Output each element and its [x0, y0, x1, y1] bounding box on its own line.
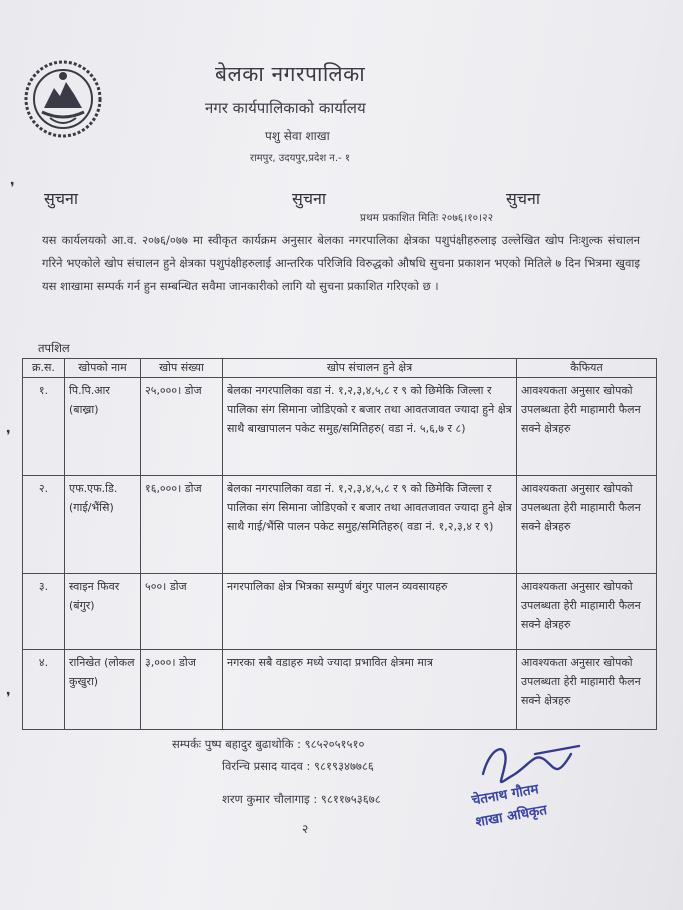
punch-mark: ❜: [6, 428, 11, 444]
cell-vaccine: पि.पि.आर (बाख्रा): [65, 378, 141, 476]
cell-remarks: आवश्यकता अनुसार खोपको उपलब्धता हेरी माहामारी फैलन सक्ने क्षेत्रहरु: [517, 476, 657, 574]
cell-quantity: २५,०००। डोज: [141, 378, 223, 476]
table-header-row: [23, 359, 657, 378]
cell-quantity: १६,०००। डोज: [141, 476, 223, 574]
cell-remarks: आवश्यकता अनुसार खोपको उपलब्धता हेरी माहामारी फैलन सक्ने क्षेत्रहरु: [517, 378, 657, 476]
notice-heading-left: सुचना: [44, 189, 79, 208]
cell-serial: ३.: [23, 574, 65, 650]
stamp-title: शाखा अधिकृत: [474, 802, 549, 831]
notice-heading-right: सुचना: [506, 189, 541, 208]
office-name: नगर कार्यपालिकाको कार्यालय: [205, 99, 366, 117]
schedule-label: तपशिल: [38, 341, 70, 355]
published-date: प्रथम प्रकाशित मितिः २०७६।१०।२२: [360, 212, 494, 224]
vaccine-table: [22, 358, 657, 730]
contact-1: सम्पर्कः पुष्प बहादुर बुढाथोकि : ९८५२०५१५१०: [172, 737, 365, 751]
notice-heading-center: सुचना: [292, 189, 327, 208]
cell-vaccine: स्वाइन फिवर (बंगुर): [65, 574, 141, 650]
branch-name: पशु सेवा शाखा: [265, 129, 330, 143]
cell-area: बेलका नगरपालिका वडा नं. १,२,३,४,५,८ र ९ को छिमेकि जिल्ला र पालिका संग सिमाना जोडिएको र बजार तथा आवतजावत ज्यादा हुने क्षेत्र साथै बाखापालन पकेट समुह/समितिहरु( वडा नं. ५,६,७ र ८): [223, 378, 517, 476]
cell-vaccine: एफ.एफ.डि. (गाई/भैंसि): [65, 476, 141, 574]
header-quantity: खोप संख्या: [141, 359, 223, 378]
cell-area: बेलका नगरपालिका वडा नं. १,२,३,४,५,८ र ९ को छिमेकि जिल्ला र पालिका संग सिमाना जोडिएको र बजार तथा आवतजावत ज्यादा हुने क्षेत्र साथै गाई/भैंसि पालन पकेट समुह/समितिहरु( वडा नं. १,२,३,४ र ९): [223, 476, 517, 574]
punch-mark: ❜: [6, 690, 11, 706]
table-row: [23, 378, 657, 476]
page-number: २: [302, 822, 309, 836]
punch-mark: ❜: [10, 180, 15, 196]
cell-remarks: आवश्यकता अनुसार खोपको उपलब्धता हेरी माहामारी फैलन सक्ने क्षेत्रहरु: [517, 650, 657, 730]
table-row: [23, 476, 657, 574]
table-row: [23, 650, 657, 730]
stamp-name: चेतनाथ गौतम: [470, 781, 540, 809]
cell-remarks: आवश्यकता अनुसार खोपको उपलब्धता हेरी माहामारी फैलन सक्ने क्षेत्रहरु: [517, 574, 657, 650]
header-vaccine: खोपको नाम: [65, 359, 141, 378]
contact-2: विरन्चि प्रसाद यादव : ९८१९३४७७८६: [222, 759, 374, 773]
cell-area: नगरपालिका क्षेत्र भित्रका सम्पुर्ण बंगुर पालन व्यवसायहरु: [223, 574, 517, 650]
municipality-title: बेलका नगरपालिका: [215, 62, 366, 86]
notice-body: यस कार्यलयको आ.व. २०७६/०७७ मा स्वीकृत कार्यक्रम अनुसार बेलका नगरपालिका क्षेत्रका पशुपंक्षीहरुलाइ उल्लेखित खोप निःशुल्क संचालन गरिने भएकोले खोप संचालन हुने क्षेत्रका पशुपंक्षीहरुलाई आन्तरिक परिजिवि विरुद्धको औषधि सुचना प्रकाशन भएको मितिले ७ दिन भित्रमा खुवाइ यस शाखामा सम्पर्क गर्न हुन सम्बन्धित सवैमा जानकारीको लागि यो सुचना प्रकाशित गरिएको छ ।: [42, 233, 640, 293]
contact-3: शरण कुमार चौलागाइ : ९८११७५३६७८: [222, 792, 381, 806]
header-serial: क्र.स.: [23, 359, 65, 378]
table-row: [23, 574, 657, 650]
cell-serial: ४.: [23, 650, 65, 730]
cell-area: नगरका सबै वडाहरु मध्ये ज्यादा प्रभावित क्षेत्रमा मात्र: [223, 650, 517, 730]
cell-serial: २.: [23, 476, 65, 574]
header-remarks: कैफियत: [517, 359, 657, 378]
cell-vaccine: रानिखेत (लोकल कुखुरा): [65, 650, 141, 730]
cell-quantity: ५००। डोज: [141, 574, 223, 650]
office-address: रामपुर, उदयपुर,प्रदेश न.- १: [250, 153, 351, 164]
emblem-icon: [22, 58, 104, 140]
cell-quantity: ३,०००। डोज: [141, 650, 223, 730]
cell-serial: १.: [23, 378, 65, 476]
header-area: खोप संचालन हुने क्षेत्र: [223, 359, 517, 378]
